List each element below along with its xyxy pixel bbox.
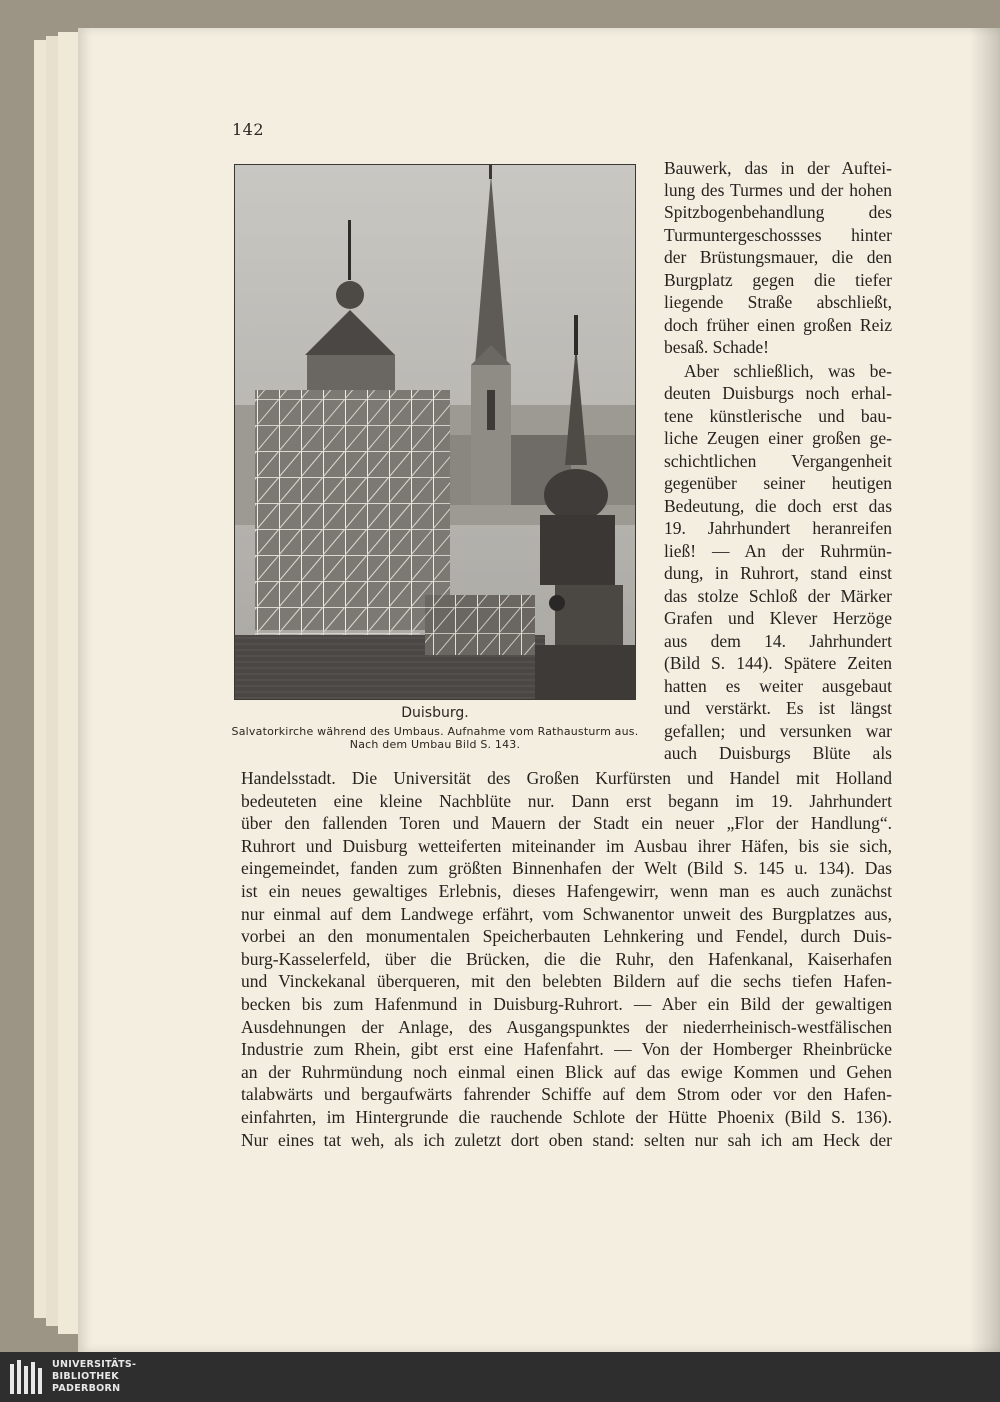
text-line: besaß. Schade!	[664, 337, 769, 357]
photo-salvatorkirche	[234, 164, 636, 700]
text-line: an der Ruhrmündung noch einmal einen Blick auf das ewige Kommen und Gehen	[241, 1062, 892, 1082]
text-line: 19. Jahrhundert heranreifen	[664, 518, 892, 538]
text-line: hatten es weiter ausgebaut	[664, 676, 892, 696]
figure-title: Duisburg.	[401, 705, 469, 721]
figure-caption: Nach dem Umbau Bild S. 143.	[349, 738, 521, 751]
text-line: auch Duisburgs Blüte als	[664, 743, 892, 763]
text-line: liche Zeugen einer großen ge-	[664, 428, 892, 448]
text-line: Bauwerk, das in der Auftei-	[664, 158, 892, 178]
library-logo-icon	[10, 1360, 42, 1394]
page-number: 142	[232, 120, 265, 139]
text-line: Bedeutung, die doch erst das	[664, 496, 892, 516]
text-line: liegende Straße abschließt,	[664, 292, 892, 312]
text-line: das stolze Schloß der Märker	[664, 586, 892, 606]
text-line: der Brüstungsmauer, die den	[664, 247, 892, 267]
text-line: dung, in Ruhrort, stand einst	[664, 563, 892, 583]
text-line: becken bis zum Hafenmund in Duisburg-Ruhrort. — Aber ein Bild der gewaltigen	[241, 994, 892, 1014]
text-line: tene künstlerische und bau-	[664, 406, 892, 426]
text-line: gegenüber seiner heutigen	[664, 473, 892, 493]
text-line: Industrie zum Rhein, gibt erst eine Hafenfahrt. — Von der Homberger Rheinbrücke	[241, 1039, 892, 1059]
text-line: (Bild S. 144). Spätere Zeiten	[664, 653, 892, 673]
text-line: und verstärkt. Es ist längst	[664, 698, 892, 718]
photo-illustration	[235, 165, 635, 699]
text-line: einfahrten, im Hintergrunde die rauchende Schlote der Hütte Phoenix (Bild S. 136).	[241, 1107, 892, 1127]
text-line: ließ! — An der Ruhrmün-	[664, 541, 892, 561]
text-line: deuten Duisburgs noch erhal-	[664, 383, 892, 403]
text-line: vorbei an den monumentalen Speicherbauten Lehnkering und Fendel, durch Duis-	[241, 926, 892, 946]
gutter-shadow	[970, 28, 1000, 1352]
library-name-line: BIBLIOTHEK	[52, 1371, 119, 1382]
text-line: Spitzbogenbehandlung des	[664, 202, 892, 222]
text-line: Turmuntergeschossses hinter	[664, 225, 892, 245]
text-line: Burgplatz gegen die tiefer	[664, 270, 892, 290]
text-line: Nur eines tat weh, als ich zuletzt dort oben stand: selten nur sah ich am Heck der	[241, 1130, 892, 1150]
library-name-line: UNIVERSITÄTS-	[52, 1359, 137, 1370]
text-line: über den fallenden Toren und Mauern der Stadt ein neuer „Flor der Handlung“.	[241, 813, 892, 833]
library-footer	[0, 1352, 1000, 1402]
text-line: Ausdehnungen der Anlage, des Ausgangspunktes der niederrheinisch-westfälischen	[241, 1017, 892, 1037]
text-line: Ruhrort und Duisburg wetteiferten miteinander im Ausbau ihrer Häfen, bis sie sich,	[241, 836, 892, 856]
text-line: ist ein neues gewaltiges Erlebnis, dieses Hafengewirr, wenn man es auch zunächst	[241, 881, 892, 901]
text-line: nur einmal auf dem Landwege erfährt, vom Schwanentor unweit des Burgplatzes aus,	[241, 904, 892, 924]
text-line: Aber schließlich, was be-	[684, 361, 892, 381]
text-line: doch früher einen großen Reiz	[664, 315, 892, 335]
text-line: Handelsstadt. Die Universität des Großen Kurfürsten und Handel mit Holland	[241, 768, 892, 788]
text-line: Grafen und Klever Herzöge	[664, 608, 892, 628]
text-line: gefallen; und versunken war	[664, 721, 892, 741]
library-name	[52, 1359, 136, 1395]
text-line: burg-Kasselerfeld, über die Brücken, die die Ruhr, den Hafenkanal, Kaiserhafen	[241, 949, 892, 969]
text-line: talabwärts und bergaufwärts fahrender Schiffe auf dem Strom oder vor den Hafen-	[241, 1084, 892, 1104]
text-line: schichtlichen Vergangenheit	[664, 451, 892, 471]
text-line: und Vinckekanal überqueren, mit den belebten Bildern auf die sechs tiefen Hafen-	[241, 971, 892, 991]
text-line: eingemeindet, fanden zum größten Binnenhafen der Welt (Bild S. 145 u. 134). Das	[241, 858, 892, 878]
library-name-line: PADERBORN	[52, 1383, 121, 1394]
figure-caption: Salvatorkirche während des Umbaus. Aufnahme vom Rathausturm aus.	[231, 725, 639, 738]
text-line: bedeuteten eine kleine Nachblüte nur. Dann erst begann im 19. Jahrhundert	[241, 791, 892, 811]
text-line: lung des Turmes und der hohen	[664, 180, 892, 200]
text-line: aus dem 14. Jahrhundert	[664, 631, 892, 651]
